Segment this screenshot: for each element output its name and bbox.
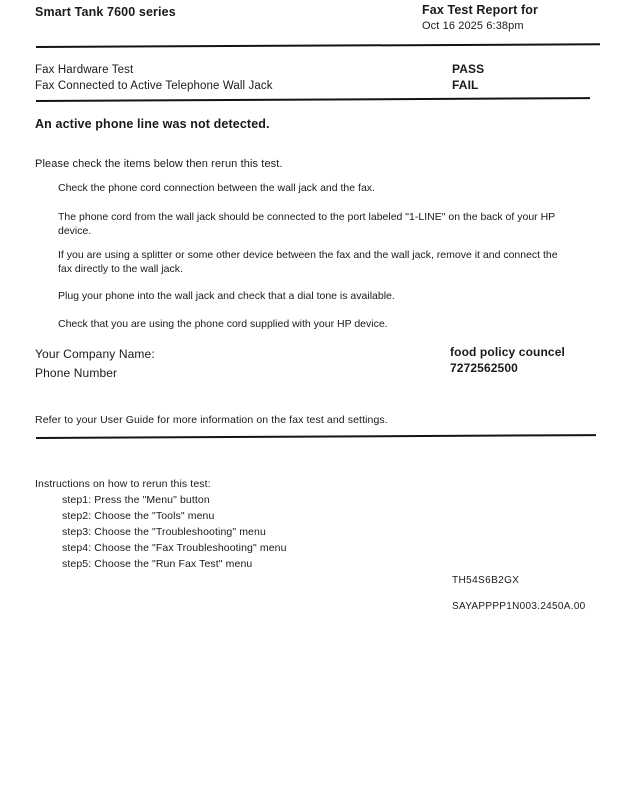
check-item: Plug your phone into the wall jack and check that a dial tone is available. xyxy=(58,290,395,302)
instruction-step: step4: Choose the "Fax Troubleshooting" menu xyxy=(62,542,287,554)
instruction-step: step5: Choose the "Run Fax Test" menu xyxy=(62,558,253,570)
test-name-wall-jack: Fax Connected to Active Telephone Wall Jack xyxy=(35,80,273,92)
error-headline: An active phone line was not detected. xyxy=(35,117,270,131)
user-guide-note: Refer to your User Guide for more information on the fax test and settings. xyxy=(35,414,388,426)
report-title: Fax Test Report for xyxy=(422,3,539,17)
check-item: Check that you are using the phone cord supplied with your HP device. xyxy=(58,318,388,330)
firmware-version-code: SAYAPPPP1N003.2450A.00 xyxy=(452,601,586,612)
test-name-hardware: Fax Hardware Test xyxy=(35,64,134,76)
instruction-step: step3: Choose the "Troubleshooting" menu xyxy=(62,526,266,538)
divider-top xyxy=(36,43,600,48)
instructions-title: Instructions on how to rerun this test: xyxy=(35,478,211,490)
phone-number-label: Phone Number xyxy=(35,366,118,380)
serial-number-code: TH54S6B2GX xyxy=(452,575,520,586)
printer-model-title: Smart Tank 7600 series xyxy=(35,5,176,19)
check-item: Check the phone cord connection between the wall jack and the fax. xyxy=(58,182,375,194)
instruction-step: step1: Press the "Menu" button xyxy=(62,494,210,506)
divider-bottom xyxy=(36,434,596,439)
test-result-wall-jack: FAIL xyxy=(452,78,479,92)
phone-number-value: 7272562500 xyxy=(450,361,518,375)
company-name-label: Your Company Name: xyxy=(35,347,155,361)
test-result-hardware: PASS xyxy=(452,62,485,76)
company-name-value: food policy councel xyxy=(450,345,565,359)
check-item: If you are using a splitter or some other device between the fax and the wall jack, remove it and connect the fax directly to the wall jack. xyxy=(58,249,558,275)
check-item: The phone cord from the wall jack should be connected to the port labeled "1-LINE" on the back of your HP device. xyxy=(58,211,555,237)
divider-results xyxy=(36,97,590,102)
error-lead-text: Please check the items below then rerun this test. xyxy=(35,158,283,170)
instruction-step: step2: Choose the "Tools" menu xyxy=(62,510,215,522)
report-timestamp: Oct 16 2025 6:38pm xyxy=(422,20,524,32)
